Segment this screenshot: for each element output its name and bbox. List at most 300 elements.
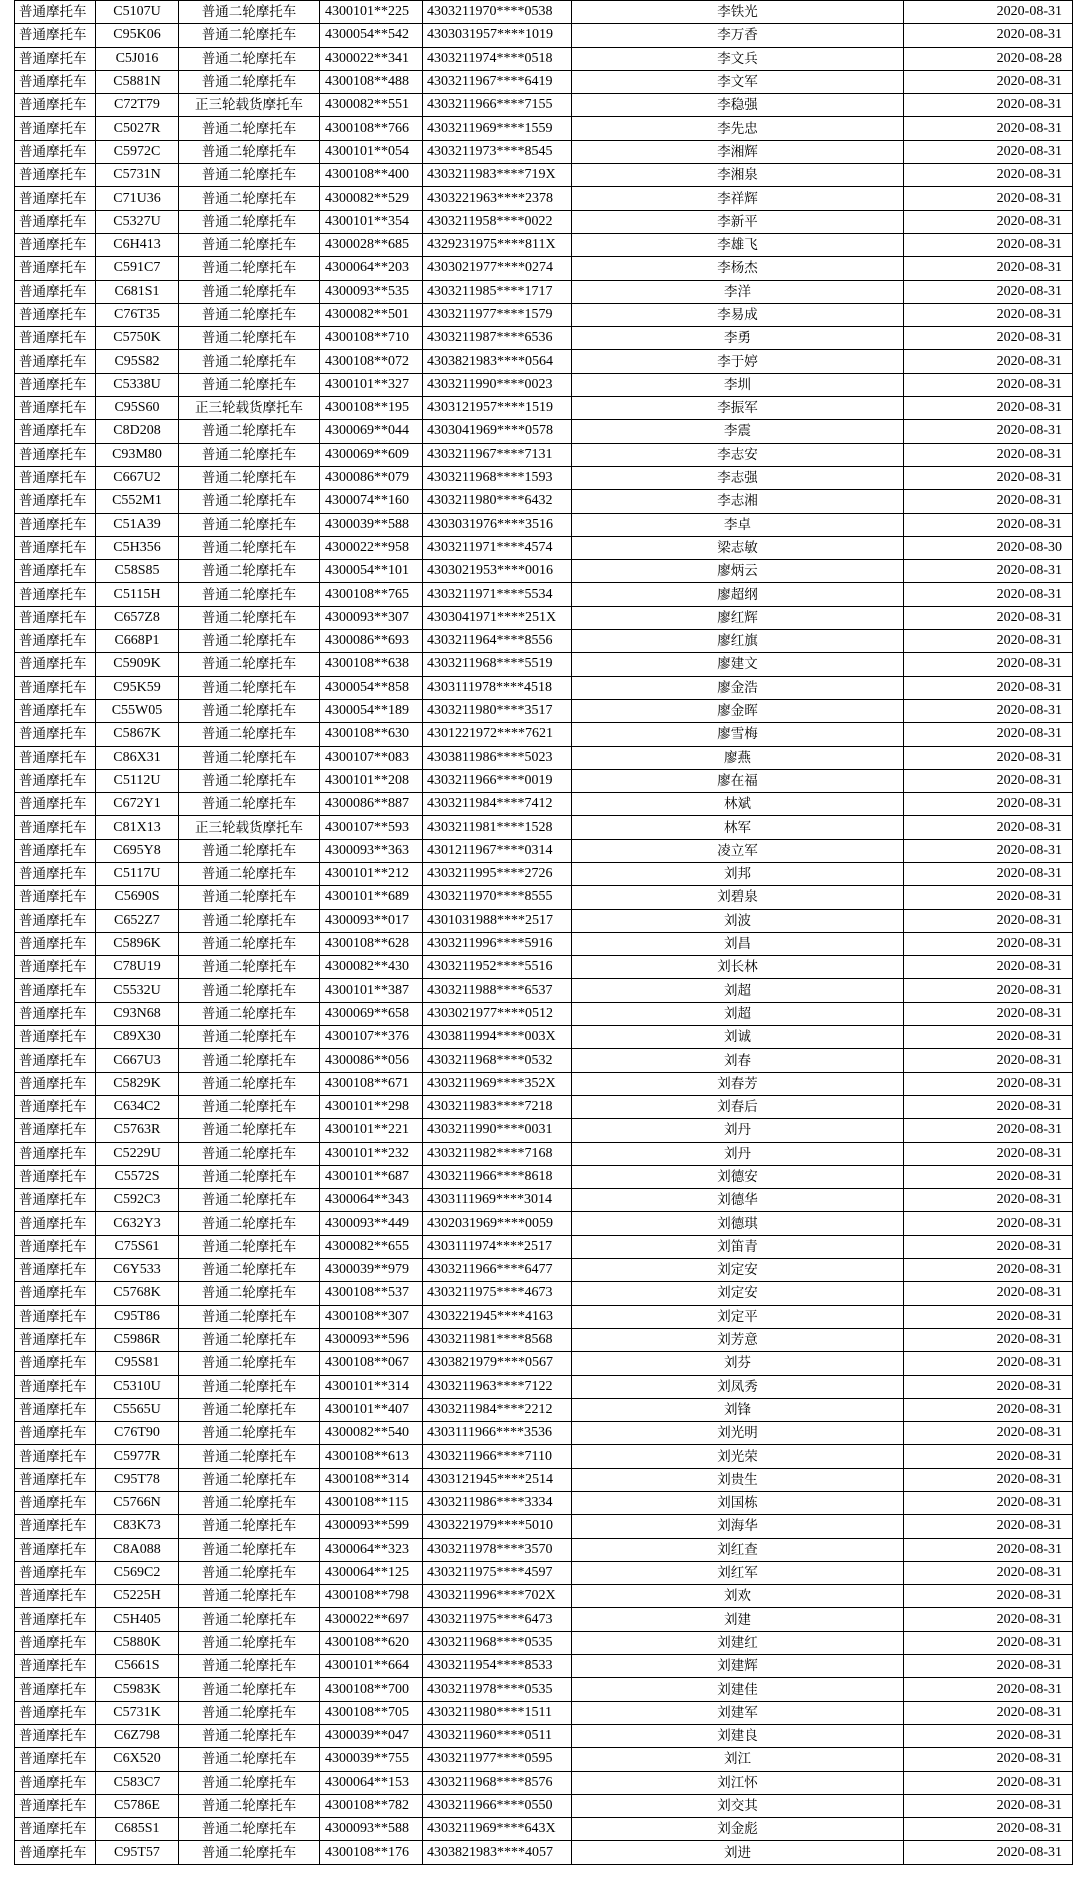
plate-number-cell: C8D208 — [96, 420, 179, 443]
table-row — [15, 70, 1073, 93]
vehicle-type-cell: 普通摩托车 — [15, 443, 96, 466]
id-number-cell: 4303211970****0538 — [423, 1, 572, 24]
table-row — [15, 210, 1073, 233]
table-row — [15, 769, 1073, 792]
plate-number-cell: C5565U — [96, 1398, 179, 1421]
owner-name-cell: 李雄飞 — [572, 233, 904, 256]
table-row — [15, 1095, 1073, 1118]
id-number-cell: 4303211988****6537 — [423, 979, 572, 1002]
owner-name-cell: 廖红辉 — [572, 606, 904, 629]
table-row — [15, 1492, 1073, 1515]
table-row — [15, 909, 1073, 932]
license-number-cell: 4300108**488 — [320, 70, 423, 93]
plate-number-cell: C6Z798 — [96, 1724, 179, 1747]
vehicle-type-cell: 普通摩托车 — [15, 1, 96, 24]
plate-number-cell: C5661S — [96, 1655, 179, 1678]
vehicle-type-cell: 普通摩托车 — [15, 1608, 96, 1631]
license-number-cell: 4300022**697 — [320, 1608, 423, 1631]
date-cell: 2020-08-31 — [904, 839, 1073, 862]
license-number-cell: 4300101**689 — [320, 886, 423, 909]
owner-name-cell: 刘昌 — [572, 932, 904, 955]
owner-name-cell: 凌立军 — [572, 839, 904, 862]
license-number-cell: 4300086**079 — [320, 466, 423, 489]
plate-number-cell: C6Y533 — [96, 1259, 179, 1282]
owner-name-cell: 刘德华 — [572, 1189, 904, 1212]
license-number-cell: 4300064**203 — [320, 257, 423, 280]
vehicle-model-cell: 普通二轮摩托车 — [179, 1724, 320, 1747]
vehicle-type-cell: 普通摩托车 — [15, 47, 96, 70]
plate-number-cell: C583C7 — [96, 1771, 179, 1794]
vehicle-model-cell: 普通二轮摩托车 — [179, 1701, 320, 1724]
id-number-cell: 4303211983****719X — [423, 164, 572, 187]
date-cell: 2020-08-31 — [904, 1422, 1073, 1445]
vehicle-type-cell: 普通摩托车 — [15, 909, 96, 932]
table-row — [15, 1515, 1073, 1538]
table-row — [15, 932, 1073, 955]
id-number-cell: 4303211966****7155 — [423, 94, 572, 117]
plate-number-cell: C667U3 — [96, 1049, 179, 1072]
table-row — [15, 257, 1073, 280]
owner-name-cell: 李志安 — [572, 443, 904, 466]
vehicle-model-cell: 普通二轮摩托车 — [179, 1259, 320, 1282]
license-number-cell: 4300028**685 — [320, 233, 423, 256]
date-cell: 2020-08-31 — [904, 1026, 1073, 1049]
vehicle-model-cell: 普通二轮摩托车 — [179, 490, 320, 513]
id-number-cell: 4303041971****251X — [423, 606, 572, 629]
owner-name-cell: 刘定平 — [572, 1305, 904, 1328]
license-number-cell: 4300101**054 — [320, 140, 423, 163]
plate-number-cell: C5909K — [96, 653, 179, 676]
table-row — [15, 513, 1073, 536]
date-cell: 2020-08-31 — [904, 443, 1073, 466]
date-cell: 2020-08-31 — [904, 979, 1073, 1002]
date-cell: 2020-08-31 — [904, 187, 1073, 210]
vehicle-model-cell: 普通二轮摩托车 — [179, 1398, 320, 1421]
owner-name-cell: 刘春 — [572, 1049, 904, 1072]
vehicle-model-cell: 普通二轮摩托车 — [179, 257, 320, 280]
vehicle-model-cell: 普通二轮摩托车 — [179, 1119, 320, 1142]
vehicle-model-cell: 普通二轮摩托车 — [179, 1818, 320, 1841]
records-body — [15, 1, 1073, 1865]
table-row — [15, 1119, 1073, 1142]
vehicle-model-cell: 普通二轮摩托车 — [179, 117, 320, 140]
owner-name-cell: 刘交其 — [572, 1794, 904, 1817]
plate-number-cell: C8A088 — [96, 1538, 179, 1561]
vehicle-type-cell: 普通摩托车 — [15, 536, 96, 559]
vehicle-type-cell: 普通摩托车 — [15, 1585, 96, 1608]
vehicle-type-cell: 普通摩托车 — [15, 1561, 96, 1584]
license-number-cell: 4300064**343 — [320, 1189, 423, 1212]
table-row — [15, 443, 1073, 466]
vehicle-type-cell: 普通摩托车 — [15, 746, 96, 769]
id-number-cell: 4303211983****7218 — [423, 1095, 572, 1118]
owner-name-cell: 刘国栋 — [572, 1492, 904, 1515]
license-number-cell: 4300108**766 — [320, 117, 423, 140]
id-number-cell: 4303211964****8556 — [423, 630, 572, 653]
plate-number-cell: C552M1 — [96, 490, 179, 513]
date-cell: 2020-08-31 — [904, 350, 1073, 373]
table-row — [15, 1165, 1073, 1188]
table-row — [15, 1678, 1073, 1701]
date-cell: 2020-08-31 — [904, 1748, 1073, 1771]
owner-name-cell: 李文军 — [572, 70, 904, 93]
license-number-cell: 4300108**671 — [320, 1072, 423, 1095]
table-row — [15, 280, 1073, 303]
license-number-cell: 4300054**858 — [320, 676, 423, 699]
owner-name-cell: 刘金彪 — [572, 1818, 904, 1841]
owner-name-cell: 刘建红 — [572, 1631, 904, 1654]
plate-number-cell: C83K73 — [96, 1515, 179, 1538]
id-number-cell: 4303211975****4673 — [423, 1282, 572, 1305]
date-cell: 2020-08-31 — [904, 723, 1073, 746]
plate-number-cell: C72T79 — [96, 94, 179, 117]
license-number-cell: 4300069**658 — [320, 1002, 423, 1025]
id-number-cell: 4303211973****8545 — [423, 140, 572, 163]
vehicle-type-cell: 普通摩托车 — [15, 1072, 96, 1095]
plate-number-cell: C78U19 — [96, 956, 179, 979]
owner-name-cell: 刘春后 — [572, 1095, 904, 1118]
vehicle-model-cell: 普通二轮摩托车 — [179, 1841, 320, 1864]
plate-number-cell: C5229U — [96, 1142, 179, 1165]
vehicle-type-cell: 普通摩托车 — [15, 1841, 96, 1864]
table-row — [15, 723, 1073, 746]
id-number-cell: 4303211981****1528 — [423, 816, 572, 839]
plate-number-cell: C93M80 — [96, 443, 179, 466]
vehicle-type-cell: 普通摩托车 — [15, 1049, 96, 1072]
id-number-cell: 4303211990****0023 — [423, 373, 572, 396]
vehicle-model-cell: 普通二轮摩托车 — [179, 1794, 320, 1817]
plate-number-cell: C55W05 — [96, 699, 179, 722]
vehicle-model-cell: 普通二轮摩托车 — [179, 1678, 320, 1701]
id-number-cell: 4303211984****7412 — [423, 793, 572, 816]
table-row — [15, 140, 1073, 163]
vehicle-type-cell: 普通摩托车 — [15, 1701, 96, 1724]
license-number-cell: 4300093**363 — [320, 839, 423, 862]
license-number-cell: 4300108**613 — [320, 1445, 423, 1468]
table-row — [15, 1049, 1073, 1072]
plate-number-cell: C5731K — [96, 1701, 179, 1724]
vehicle-type-cell: 普通摩托车 — [15, 280, 96, 303]
date-cell: 2020-08-31 — [904, 1328, 1073, 1351]
vehicle-type-cell: 普通摩托车 — [15, 1328, 96, 1351]
vehicle-model-cell: 普通二轮摩托车 — [179, 1561, 320, 1584]
vehicle-type-cell: 普通摩托车 — [15, 583, 96, 606]
id-number-cell: 4303211969****352X — [423, 1072, 572, 1095]
id-number-cell: 4303221963****2378 — [423, 187, 572, 210]
table-row — [15, 1352, 1073, 1375]
owner-name-cell: 李震 — [572, 420, 904, 443]
owner-name-cell: 李铁光 — [572, 1, 904, 24]
date-cell: 2020-08-31 — [904, 1515, 1073, 1538]
license-number-cell: 4300108**400 — [320, 164, 423, 187]
license-number-cell: 4300086**887 — [320, 793, 423, 816]
table-row — [15, 583, 1073, 606]
license-number-cell: 4300082**529 — [320, 187, 423, 210]
owner-name-cell: 廖红旗 — [572, 630, 904, 653]
vehicle-type-cell: 普通摩托车 — [15, 1352, 96, 1375]
license-number-cell: 4300093**017 — [320, 909, 423, 932]
vehicle-type-cell: 普通摩托车 — [15, 1235, 96, 1258]
vehicle-type-cell: 普通摩托车 — [15, 1515, 96, 1538]
table-row — [15, 94, 1073, 117]
table-row — [15, 839, 1073, 862]
date-cell: 2020-08-31 — [904, 1468, 1073, 1491]
owner-name-cell: 林斌 — [572, 793, 904, 816]
license-number-cell: 4300082**430 — [320, 956, 423, 979]
id-number-cell: 4303021953****0016 — [423, 560, 572, 583]
id-number-cell: 4303811986****5023 — [423, 746, 572, 769]
plate-number-cell: C5786E — [96, 1794, 179, 1817]
vehicle-model-cell: 普通二轮摩托车 — [179, 1655, 320, 1678]
plate-number-cell: C95T78 — [96, 1468, 179, 1491]
vehicle-type-cell: 普通摩托车 — [15, 1445, 96, 1468]
vehicle-model-cell: 普通二轮摩托车 — [179, 653, 320, 676]
date-cell: 2020-08-31 — [904, 513, 1073, 536]
plate-number-cell: C75S61 — [96, 1235, 179, 1258]
license-number-cell: 4300069**044 — [320, 420, 423, 443]
license-number-cell: 4300101**212 — [320, 862, 423, 885]
vehicle-type-cell: 普通摩托车 — [15, 1165, 96, 1188]
id-number-cell: 4303211963****7122 — [423, 1375, 572, 1398]
table-row — [15, 1608, 1073, 1631]
plate-number-cell: C81X13 — [96, 816, 179, 839]
owner-name-cell: 廖燕 — [572, 746, 904, 769]
license-number-cell: 4300054**101 — [320, 560, 423, 583]
owner-name-cell: 刘诚 — [572, 1026, 904, 1049]
id-number-cell: 4303041969****0578 — [423, 420, 572, 443]
vehicle-type-cell: 普通摩托车 — [15, 513, 96, 536]
plate-number-cell: C93N68 — [96, 1002, 179, 1025]
owner-name-cell: 刘超 — [572, 1002, 904, 1025]
plate-number-cell: C5977R — [96, 1445, 179, 1468]
vehicle-model-cell: 普通二轮摩托车 — [179, 1352, 320, 1375]
id-number-cell: 4303211982****7168 — [423, 1142, 572, 1165]
vehicle-type-cell: 普通摩托车 — [15, 210, 96, 233]
date-cell: 2020-08-31 — [904, 932, 1073, 955]
table-row — [15, 1259, 1073, 1282]
date-cell: 2020-08-31 — [904, 1, 1073, 24]
vehicle-model-cell: 普通二轮摩托车 — [179, 1422, 320, 1445]
table-row — [15, 1538, 1073, 1561]
vehicle-type-cell: 普通摩托车 — [15, 1375, 96, 1398]
plate-number-cell: C5896K — [96, 932, 179, 955]
table-row — [15, 862, 1073, 885]
date-cell: 2020-08-31 — [904, 397, 1073, 420]
id-number-cell: 4303031957****1019 — [423, 24, 572, 47]
date-cell: 2020-08-31 — [904, 676, 1073, 699]
license-number-cell: 4300093**307 — [320, 606, 423, 629]
plate-number-cell: C672Y1 — [96, 793, 179, 816]
id-number-cell: 4303821983****0564 — [423, 350, 572, 373]
table-row — [15, 1328, 1073, 1351]
vehicle-type-cell: 普通摩托车 — [15, 560, 96, 583]
owner-name-cell: 刘进 — [572, 1841, 904, 1864]
date-cell: 2020-08-31 — [904, 956, 1073, 979]
table-row — [15, 746, 1073, 769]
table-row — [15, 630, 1073, 653]
license-number-cell: 4300101**225 — [320, 1, 423, 24]
plate-number-cell: C5327U — [96, 210, 179, 233]
date-cell: 2020-08-30 — [904, 536, 1073, 559]
plate-number-cell: C667U2 — [96, 466, 179, 489]
vehicle-model-cell: 普通二轮摩托车 — [179, 373, 320, 396]
vehicle-type-cell: 普通摩托车 — [15, 839, 96, 862]
table-row — [15, 1235, 1073, 1258]
date-cell: 2020-08-31 — [904, 1049, 1073, 1072]
vehicle-type-cell: 普通摩托车 — [15, 350, 96, 373]
date-cell: 2020-08-31 — [904, 583, 1073, 606]
plate-number-cell: C6X520 — [96, 1748, 179, 1771]
owner-name-cell: 廖雪梅 — [572, 723, 904, 746]
id-number-cell: 4303211980****1511 — [423, 1701, 572, 1724]
license-number-cell: 4300108**195 — [320, 397, 423, 420]
date-cell: 2020-08-31 — [904, 117, 1073, 140]
license-number-cell: 4300108**710 — [320, 327, 423, 350]
vehicle-model-cell: 普通二轮摩托车 — [179, 1771, 320, 1794]
license-number-cell: 4300022**341 — [320, 47, 423, 70]
license-number-cell: 4300107**376 — [320, 1026, 423, 1049]
plate-number-cell: C632Y3 — [96, 1212, 179, 1235]
id-number-cell: 4303211984****2212 — [423, 1398, 572, 1421]
vehicle-model-cell: 普通二轮摩托车 — [179, 233, 320, 256]
vehicle-model-cell: 普通二轮摩托车 — [179, 1515, 320, 1538]
plate-number-cell: C51A39 — [96, 513, 179, 536]
license-number-cell: 4300101**232 — [320, 1142, 423, 1165]
date-cell: 2020-08-31 — [904, 1142, 1073, 1165]
vehicle-type-cell: 普通摩托车 — [15, 140, 96, 163]
date-cell: 2020-08-31 — [904, 1212, 1073, 1235]
owner-name-cell: 刘建良 — [572, 1724, 904, 1747]
owner-name-cell: 廖金晖 — [572, 699, 904, 722]
vehicle-model-cell: 普通二轮摩托车 — [179, 1631, 320, 1654]
vehicle-type-cell: 普通摩托车 — [15, 1468, 96, 1491]
vehicle-model-cell: 普通二轮摩托车 — [179, 606, 320, 629]
plate-number-cell: C95T86 — [96, 1305, 179, 1328]
date-cell: 2020-08-31 — [904, 233, 1073, 256]
table-row — [15, 466, 1073, 489]
id-number-cell: 4303111974****2517 — [423, 1235, 572, 1258]
owner-name-cell: 廖建文 — [572, 653, 904, 676]
id-number-cell: 4303211968****1593 — [423, 466, 572, 489]
vehicle-model-cell: 普通二轮摩托车 — [179, 1328, 320, 1351]
vehicle-model-cell: 普通二轮摩托车 — [179, 1002, 320, 1025]
plate-number-cell: C5768K — [96, 1282, 179, 1305]
owner-name-cell: 刘定安 — [572, 1282, 904, 1305]
date-cell: 2020-08-31 — [904, 886, 1073, 909]
plate-number-cell: C5829K — [96, 1072, 179, 1095]
id-number-cell: 4303211975****6473 — [423, 1608, 572, 1631]
id-number-cell: 4303211960****0511 — [423, 1724, 572, 1747]
id-number-cell: 4303111969****3014 — [423, 1189, 572, 1212]
id-number-cell: 4301221972****7621 — [423, 723, 572, 746]
date-cell: 2020-08-31 — [904, 793, 1073, 816]
table-row — [15, 1701, 1073, 1724]
date-cell: 2020-08-31 — [904, 909, 1073, 932]
vehicle-type-cell: 普通摩托车 — [15, 164, 96, 187]
owner-name-cell: 李祥辉 — [572, 187, 904, 210]
plate-number-cell: C71U36 — [96, 187, 179, 210]
license-number-cell: 4300108**307 — [320, 1305, 423, 1328]
date-cell: 2020-08-31 — [904, 1538, 1073, 1561]
owner-name-cell: 李志强 — [572, 466, 904, 489]
vehicle-model-cell: 普通二轮摩托车 — [179, 862, 320, 885]
date-cell: 2020-08-31 — [904, 466, 1073, 489]
table-row — [15, 233, 1073, 256]
license-number-cell: 4300108**620 — [320, 1631, 423, 1654]
license-number-cell: 4300108**782 — [320, 1794, 423, 1817]
vehicle-type-cell: 普通摩托车 — [15, 117, 96, 140]
table-row — [15, 350, 1073, 373]
plate-number-cell: C95S60 — [96, 397, 179, 420]
id-number-cell: 4303121945****2514 — [423, 1468, 572, 1491]
date-cell: 2020-08-31 — [904, 560, 1073, 583]
id-number-cell: 4303211990****0031 — [423, 1119, 572, 1142]
owner-name-cell: 刘碧泉 — [572, 886, 904, 909]
license-number-cell: 4300108**700 — [320, 1678, 423, 1701]
license-number-cell: 4300054**189 — [320, 699, 423, 722]
id-number-cell: 4303211996****5916 — [423, 932, 572, 955]
date-cell: 2020-08-31 — [904, 630, 1073, 653]
license-number-cell: 4300039**755 — [320, 1748, 423, 1771]
id-number-cell: 4303811994****003X — [423, 1026, 572, 1049]
vehicle-model-cell: 普通二轮摩托车 — [179, 1142, 320, 1165]
plate-number-cell: C592C3 — [96, 1189, 179, 1212]
id-number-cell: 4303211966****6477 — [423, 1259, 572, 1282]
table-row — [15, 1212, 1073, 1235]
plate-number-cell: C5766N — [96, 1492, 179, 1515]
table-row — [15, 1561, 1073, 1584]
vehicle-type-cell: 普通摩托车 — [15, 327, 96, 350]
vehicle-model-cell: 普通二轮摩托车 — [179, 513, 320, 536]
table-row — [15, 1422, 1073, 1445]
license-number-cell: 4300101**354 — [320, 210, 423, 233]
plate-number-cell: C95S82 — [96, 350, 179, 373]
table-row — [15, 1748, 1073, 1771]
owner-name-cell: 刘欢 — [572, 1585, 904, 1608]
id-number-cell: 4302031969****0059 — [423, 1212, 572, 1235]
plate-number-cell: C5986R — [96, 1328, 179, 1351]
vehicle-model-cell: 普通二轮摩托车 — [179, 1445, 320, 1468]
vehicle-model-cell: 普通二轮摩托车 — [179, 1608, 320, 1631]
vehicle-model-cell: 普通二轮摩托车 — [179, 303, 320, 326]
plate-number-cell: C5572S — [96, 1165, 179, 1188]
license-number-cell: 4300108**705 — [320, 1701, 423, 1724]
date-cell: 2020-08-31 — [904, 1841, 1073, 1864]
id-number-cell: 4303211952****5516 — [423, 956, 572, 979]
vehicle-type-cell: 普通摩托车 — [15, 886, 96, 909]
license-number-cell: 4300101**327 — [320, 373, 423, 396]
plate-number-cell: C5690S — [96, 886, 179, 909]
id-number-cell: 4303221979****5010 — [423, 1515, 572, 1538]
vehicle-model-cell: 普通二轮摩托车 — [179, 1049, 320, 1072]
id-number-cell: 4303111978****4518 — [423, 676, 572, 699]
table-row — [15, 979, 1073, 1002]
plate-number-cell: C95S81 — [96, 1352, 179, 1375]
table-row — [15, 1305, 1073, 1328]
license-number-cell: 4300093**599 — [320, 1515, 423, 1538]
vehicle-model-cell: 普通二轮摩托车 — [179, 1468, 320, 1491]
owner-name-cell: 刘建 — [572, 1608, 904, 1631]
id-number-cell: 4303211971****4574 — [423, 536, 572, 559]
vehicle-type-cell: 普通摩托车 — [15, 1538, 96, 1561]
id-number-cell: 4303211967****6419 — [423, 70, 572, 93]
table-row — [15, 373, 1073, 396]
date-cell: 2020-08-31 — [904, 420, 1073, 443]
vehicle-model-cell: 普通二轮摩托车 — [179, 1, 320, 24]
id-number-cell: 4303211986****3334 — [423, 1492, 572, 1515]
date-cell: 2020-08-31 — [904, 94, 1073, 117]
vehicle-model-cell: 正三轮载货摩托车 — [179, 397, 320, 420]
